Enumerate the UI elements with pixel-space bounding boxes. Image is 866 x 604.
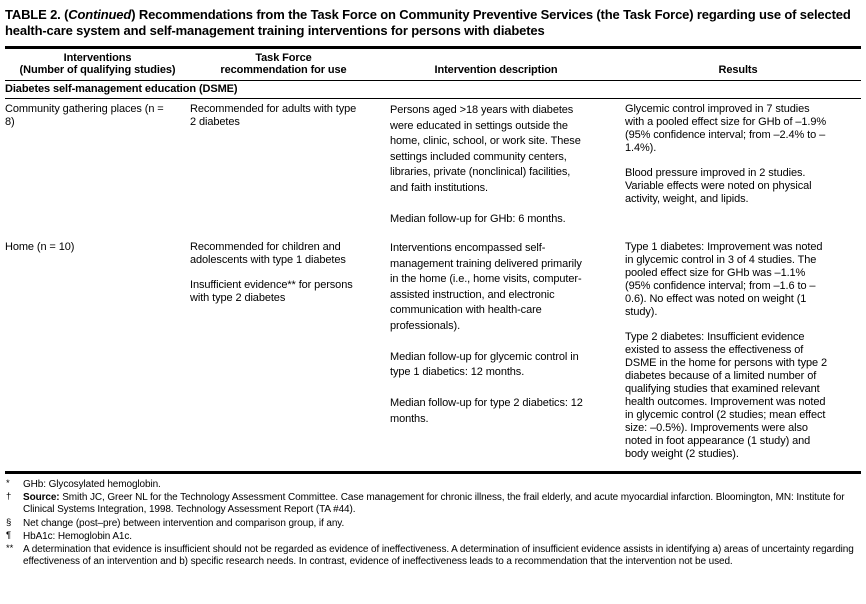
column-header: Task Force recommendation for use — [220, 52, 347, 76]
description-cell: Persons aged >18 years with diabetes were educated in settings outside the home, clinic, school, or work site. These settings included community centers, libraries, private (nonclinical) facilities, and faith institutions. Median follow-up for GHb: 6 months. — [390, 104, 581, 225]
column-header: Interventions (Number of qualifying studies) — [19, 52, 176, 76]
table-title-text: ) Recommendations from the Task Force on Community Preventive Services (the Task Force) regarding use of selected health-care system and self-management training interventions for persons with diabetes — [5, 7, 851, 38]
footnote-text: Source: Smith JC, Greer NL for the Technology Assessment Committee. Case management for chronic illness, the frail elderly, and acute myocardial infarction. Bloomington, MN: Institute for Clinical Systems Integration, 1998. Technology Assessment Report (TA #44). — [23, 492, 845, 516]
intervention-cell: Community gathering places (n = 8) — [5, 103, 164, 128]
footnote — [5, 544, 863, 568]
footnote-marker: * — [6, 478, 10, 489]
footnote-marker: ¶ — [6, 529, 12, 541]
recommendations-table — [5, 46, 861, 474]
column-header: Intervention description — [434, 63, 558, 76]
footnote — [5, 479, 863, 491]
section-header: Diabetes self-management education (DSME) — [5, 81, 861, 99]
table-title — [5, 7, 861, 39]
footnote — [5, 531, 863, 543]
table-title-continued: Continued — [68, 7, 132, 22]
column-header: Results — [718, 63, 758, 76]
footnote — [5, 492, 863, 516]
table-title-prefix: TABLE 2. ( — [5, 7, 69, 22]
footnote-text: HbA1c: Hemoglobin A1c. — [23, 530, 132, 542]
recommendation-cell: Recommended for children and adolescents with type 1 diabetes Insufficient evidence** for persons with type 2 diabetes — [190, 241, 353, 304]
table-row — [5, 99, 861, 238]
description-cell: Interventions encompassed self-management training delivered primarily in the home (i.e., home visits, computer-assisted instruction, and electronic communication with health-care professionals). Median follow-up for glycemic control in type 1 diabetics: 12 months. Median follow-up for type 2 diabetics: 12 months. — [390, 242, 583, 425]
footnote-text: GHb: Glycosylated hemoglobin. — [23, 479, 161, 490]
footnote-text: A determination that evidence is insufficient should not be regarded as evidence of ineffectiveness. A determination of insufficient evidence assists in identifying a) areas of uncertainty regarding effectiveness of an intervention and b) specific research needs. In contrast, evidence of ineffectiveness leads to a recommendation that the intervention not be used. — [23, 544, 854, 568]
section-row — [5, 81, 861, 99]
intervention-cell: Home (n = 10) — [5, 241, 75, 253]
footnote-text: Net change (post–pre) between intervention and comparison group, if any. — [23, 517, 345, 529]
table-body — [5, 99, 861, 473]
footnote-marker: † — [6, 491, 12, 503]
results-cell: Type 1 diabetes: Improvement was noted in glycemic control in 3 of 4 studies. The pooled effect size for GHb was –1.1% (95% confidence interval; from –1.6 to –0.6). No effect was noted on weight (1 study). Type 2 diabetes: Insufficient evidence existed to assess the effectiveness of DSME in the home for persons with type 2 diabetes because of a limited number of qualifying studies that examined relevant health outcomes. Improvement was noted in glycemic control (2 studies; mean effect size: –0.5%). Improvements were also noted in foot appearance (1 study) and body weight (2 studies). — [625, 241, 828, 460]
results-cell: Glycemic control improved in 7 studies with a pooled effect size for GHb of –1.9% (95% confidence interval; from –2.4% to –1.4%). Blood pressure improved in 2 studies. Variable effects were noted on physical activity, weight, and lipids. — [625, 103, 827, 205]
footnotes — [5, 479, 863, 568]
footnote-marker: § — [6, 516, 12, 528]
table-row — [5, 237, 861, 473]
header-row — [5, 48, 861, 81]
recommendation-cell: Recommended for adults with type 2 diabetes — [190, 103, 357, 128]
footnote — [5, 518, 863, 530]
footnote-marker: ** — [6, 543, 14, 555]
